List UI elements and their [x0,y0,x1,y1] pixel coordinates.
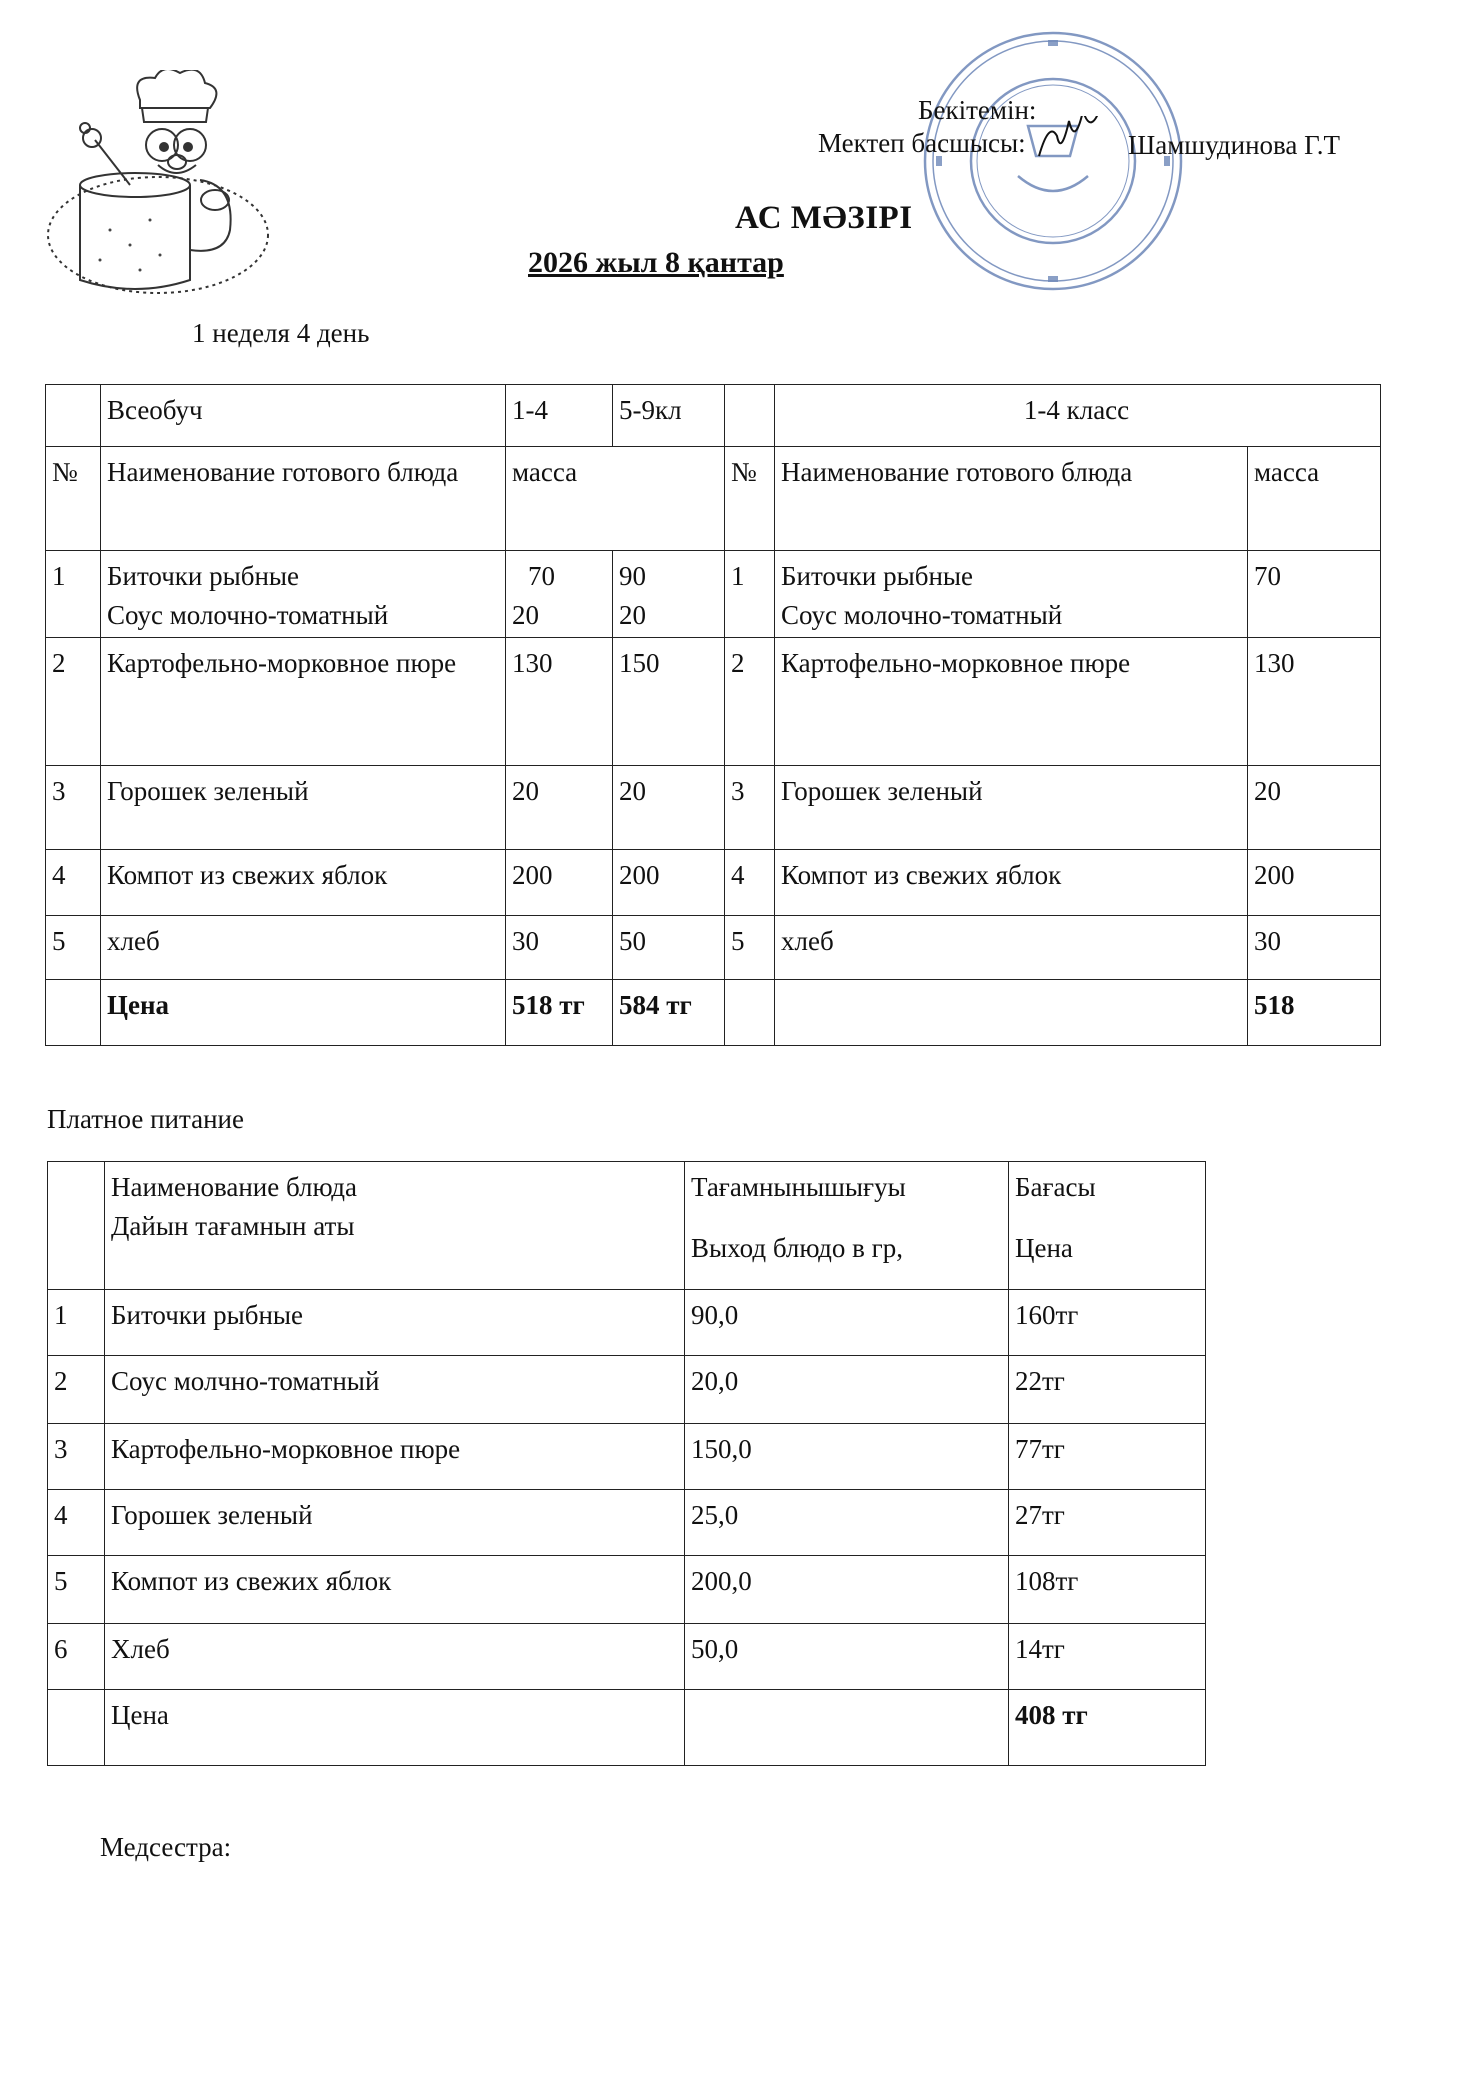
mass-1-4: 20 [506,766,613,850]
mass-value: 20 [512,600,539,631]
table-row [48,1290,1206,1356]
row-number: 3 [725,766,775,850]
free-menu-table [45,384,1381,1046]
price-header-line: Цена [1015,1233,1073,1264]
mass-value: 130 [1248,638,1381,766]
yield-value: 25,0 [685,1490,1009,1556]
mass-value: 200 [1248,850,1381,916]
nurse-label: Медсестра: [100,1832,232,1862]
dish-name: Компот из свежих яблок [105,1556,685,1624]
mass-5-9: 200 [613,850,725,916]
dish-name: Компот из свежих яблок [775,850,1248,916]
row-number: 4 [48,1490,105,1556]
director-name: Шамшудинова Г.Т [1128,130,1340,160]
page-title: АС МӘЗІРІ [735,200,913,236]
price-header [1009,1162,1206,1290]
yield-header [685,1162,1009,1290]
stamp-image [918,26,1188,296]
name-header-line: Наименование блюда [111,1172,358,1202]
mass-1-4: 200 [506,850,613,916]
row-number: 1 [48,1290,105,1356]
dish-name [775,551,1248,638]
paid-menu-label: Платное питание [47,1104,244,1134]
row-number: 6 [48,1624,105,1690]
col-1-4-header: 1-4 [506,385,613,447]
table-row [46,850,1381,916]
mass-1-4: 130 [506,638,613,766]
yield-header-line: Тағамнынышығуы [691,1172,906,1202]
dish-name-line: Соус молочно-томатный [107,600,389,631]
row-number: 4 [725,850,775,916]
price-value: 108тг [1009,1556,1206,1624]
total-value: 408 тг [1009,1690,1206,1766]
table-row [46,638,1381,766]
mass-header: масса [506,447,725,551]
dish-name: Хлеб [105,1624,685,1690]
price-value: 27тг [1009,1490,1206,1556]
yield-value: 150,0 [685,1424,1009,1490]
dish-name: Картофельно-морковное пюре [101,638,506,766]
total-label: Цена [105,1690,685,1766]
row-number: 2 [725,638,775,766]
row-number: 5 [46,916,101,980]
name-header: Наименование готового блюда [101,447,506,551]
row-number: 2 [48,1356,105,1424]
mass-1-4 [506,551,613,638]
price-5-9: 584 тг [613,980,725,1046]
dish-name: хлеб [775,916,1248,980]
yield-value: 20,0 [685,1356,1009,1424]
dish-name: Горошек зеленый [105,1490,685,1556]
mass-value: 90 [619,561,646,591]
yield-header-line: Выход блюдо в гр, [691,1233,903,1264]
name-header-line: Дайын тағамнын аты [111,1211,355,1242]
row-number: 1 [46,551,101,638]
price-row [48,1690,1206,1766]
price-1-4: 518 тг [506,980,613,1046]
col-5-9-header: 5-9кл [613,385,725,447]
table-row [48,1356,1206,1424]
price-right: 518 [1248,980,1381,1046]
dish-name-line: Биточки рыбные [781,561,974,591]
dish-name: Горошек зеленый [101,766,506,850]
approve-label: Бекітемін: [918,95,1037,125]
mass-value: 70 [1248,551,1381,638]
dish-name [101,551,506,638]
row-number: 4 [46,850,101,916]
table-row [48,1490,1206,1556]
dish-name: Картофельно-морковное пюре [775,638,1248,766]
dish-name-line: Соус молочно-томатный [781,600,1063,631]
mass-value: 20 [1248,766,1381,850]
price-value: 14тг [1009,1624,1206,1690]
dish-name: Соус молчно-томатный [105,1356,685,1424]
table-row [46,766,1381,850]
table-row [46,916,1381,980]
menu-date: 2026 жыл 8 қантар [528,246,784,279]
dish-name: Биточки рыбные [105,1290,685,1356]
yield-value: 50,0 [685,1624,1009,1690]
dish-name: Компот из свежих яблок [101,850,506,916]
yield-value: 200,0 [685,1556,1009,1624]
table-row [46,551,1381,638]
price-label: Цена [101,980,506,1046]
table-header-row [46,385,1381,447]
table-header-row [48,1162,1206,1290]
table-row [48,1424,1206,1490]
mass-value: 20 [619,600,646,631]
paid-menu-table [47,1161,1206,1766]
dish-name: хлеб [101,916,506,980]
mass-5-9 [613,551,725,638]
table-header-row [46,447,1381,551]
director-label: Мектеп басшысы: [818,128,1026,158]
right-group-label: 1-4 класс [775,385,1381,447]
num-header: № [46,447,101,551]
row-number: 1 [725,551,775,638]
row-number: 5 [725,916,775,980]
mass-header: масса [1248,447,1381,551]
row-number: 5 [48,1556,105,1624]
group-label: Всеобуч [101,385,506,447]
table-row [48,1556,1206,1624]
mass-value: 30 [1248,916,1381,980]
row-number: 3 [46,766,101,850]
dish-name-line: Биточки рыбные [107,561,300,591]
price-row [46,980,1381,1046]
num-header: № [725,447,775,551]
row-number: 2 [46,638,101,766]
row-number: 3 [48,1424,105,1490]
price-header-line: Бағасы [1015,1172,1096,1202]
yield-value: 90,0 [685,1290,1009,1356]
dish-name: Горошек зеленый [775,766,1248,850]
price-value: 77тг [1009,1424,1206,1490]
price-value: 22тг [1009,1356,1206,1424]
mass-5-9: 50 [613,916,725,980]
dish-name: Картофельно-морковное пюре [105,1424,685,1490]
mass-1-4: 30 [506,916,613,980]
price-value: 160тг [1009,1290,1206,1356]
name-header: Наименование готового блюда [775,447,1248,551]
chef-illustration [40,70,275,300]
mass-value: 70 [528,561,555,591]
name-header [105,1162,685,1290]
table-row [48,1624,1206,1690]
week-day: 1 неделя 4 день [192,318,370,348]
mass-5-9: 150 [613,638,725,766]
mass-5-9: 20 [613,766,725,850]
